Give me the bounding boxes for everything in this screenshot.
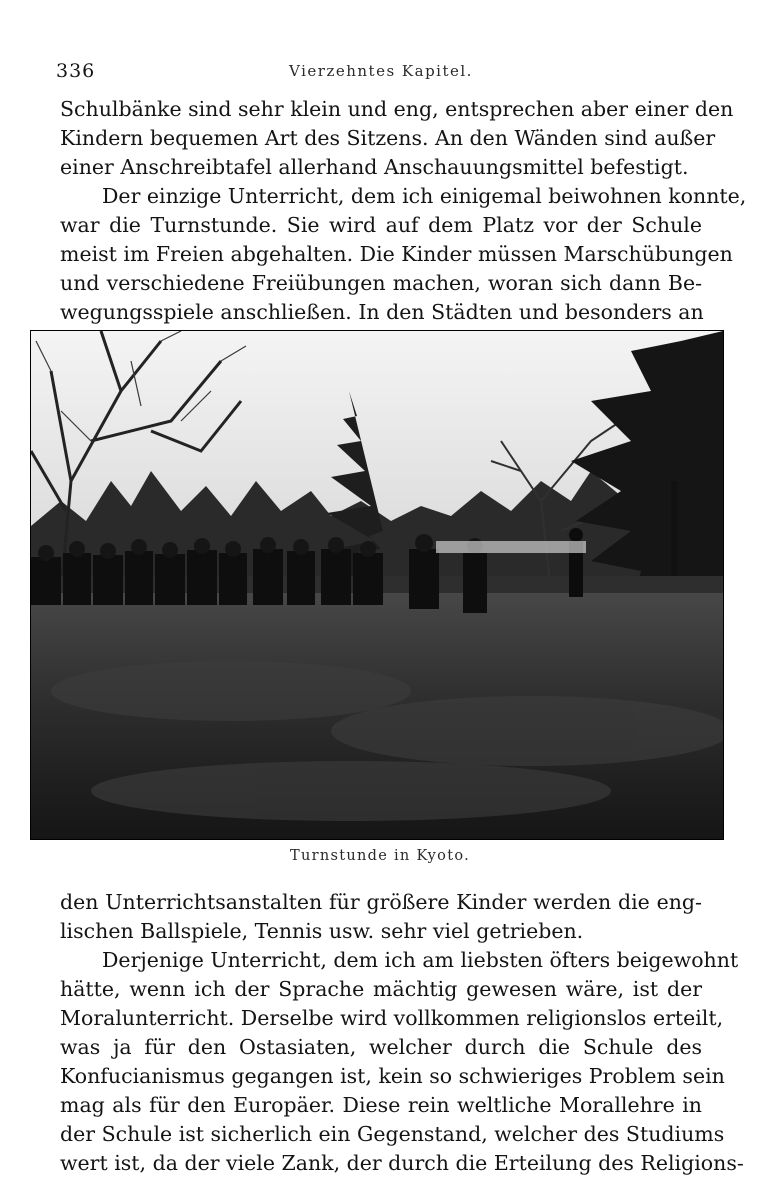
paragraph-moralunterricht — [60, 946, 744, 1178]
page-number: 336 — [56, 60, 96, 82]
text-line: was ja für den Ostasiaten, welcher durch die Schule des — [60, 1035, 702, 1059]
text-line: meist im Freien abgehalten. Die Kinder müssen Marschübungen — [60, 242, 733, 266]
text-line: hätte, wenn ich der Sprache mächtig gewesen wäre, ist der — [60, 977, 702, 1001]
paragraph-schulbaenke — [60, 95, 734, 182]
text-line: wegungsspiele anschließen. In den Städten und besonders an — [60, 300, 704, 324]
running-head: Vierzehntes Kapitel. — [289, 62, 473, 80]
page-header — [56, 58, 706, 88]
paragraph-ballspiele — [60, 888, 702, 946]
children-group — [31, 549, 487, 613]
text-line: Konfucianismus gegangen ist, kein so schwieriges Problem sein — [60, 1064, 725, 1088]
text-line: und verschiedene Freiübungen machen, woran sich dann Be- — [60, 271, 702, 295]
text-line: den Unterrichtsanstalten für größere Kinder werden die eng- — [60, 890, 702, 914]
text-line: der Schule ist sicherlich ein Gegenstand, welcher des Studiums — [60, 1122, 725, 1146]
text-line: war die Turnstunde. Sie wird auf dem Platz vor der Schule — [60, 213, 702, 237]
text-line: wert ist, da der viele Zank, der durch die Erteilung des Religions- — [60, 1151, 744, 1175]
text-line: Schulbänke sind sehr klein und eng, entsprechen aber einer den — [60, 97, 734, 121]
text-line: Der einzige Unterricht, dem ich einigemal beiwohnen konnte, — [102, 184, 747, 208]
photograph-illustration — [31, 331, 723, 839]
text-line: Derjenige Unterricht, dem ich am liebsten öfters beigewohnt — [102, 948, 739, 972]
text-line: Moralunterricht. Derselbe wird vollkommen religionslos erteilt, — [60, 1006, 724, 1030]
photograph-gym-class — [30, 330, 724, 840]
paragraph-turnstunde — [60, 182, 747, 327]
text-line: mag als für den Europäer. Diese rein weltliche Morallehre in — [60, 1093, 702, 1117]
figure-caption: Turnstunde in Kyoto. — [289, 848, 471, 864]
text-line: lischen Ballspiele, Tennis usw. sehr viel getrieben. — [60, 919, 584, 943]
text-line: einer Anschreibtafel allerhand Anschauungsmittel befestigt. — [60, 155, 689, 179]
text-line: Kindern bequemen Art des Sitzens. An den Wänden sind außer — [60, 126, 716, 150]
